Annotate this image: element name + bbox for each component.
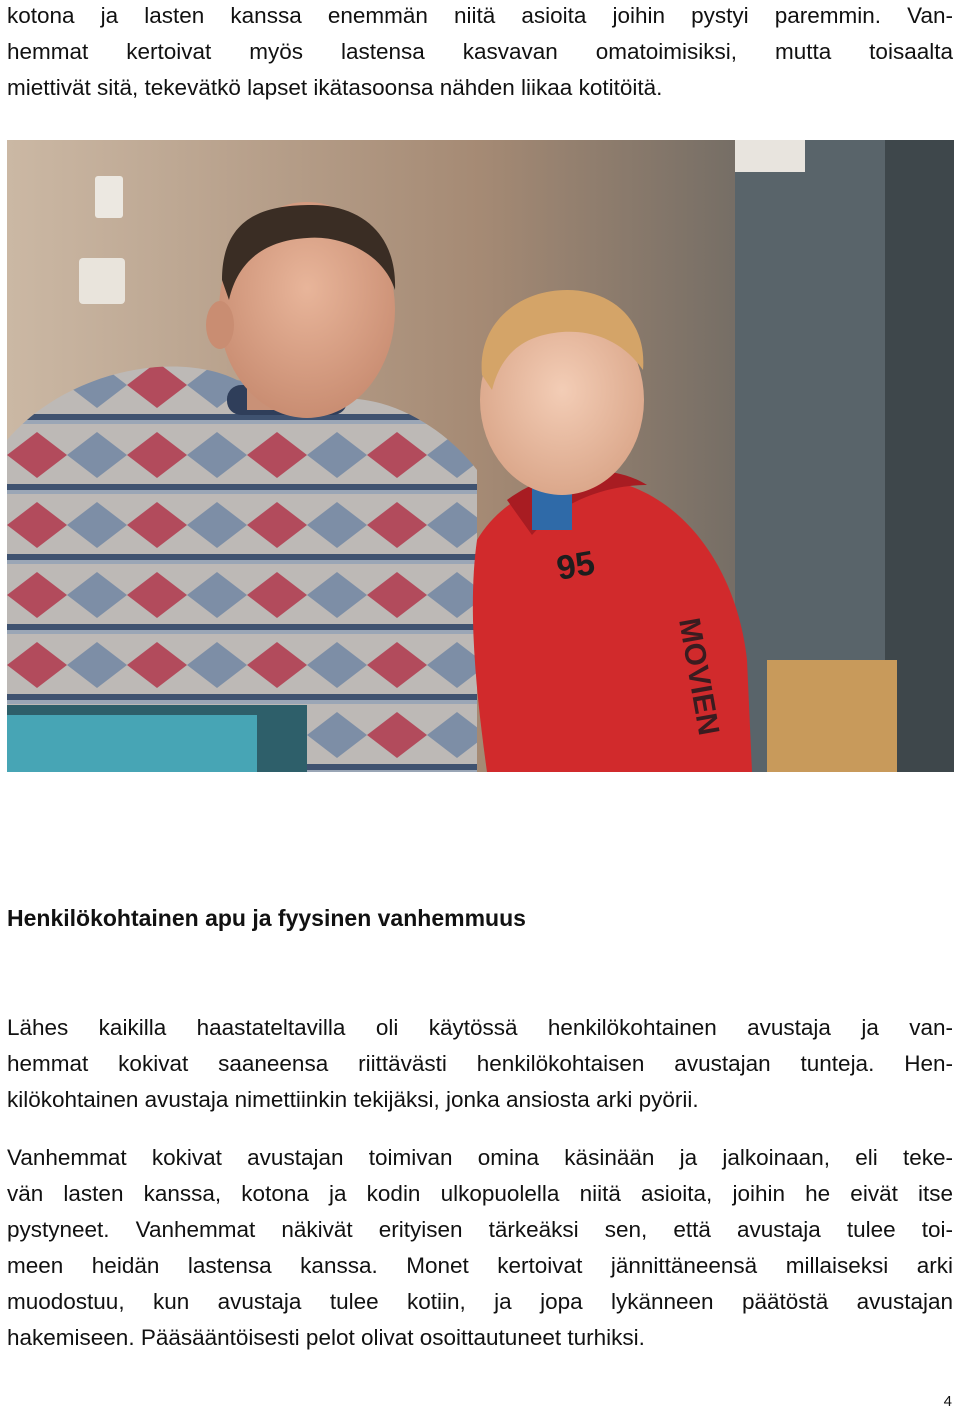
page-number: 4 [943, 1393, 952, 1410]
car-number: 95 [553, 543, 598, 588]
text-line: meen heidän lastensa kanssa. Monet kertoivat jännittäneensä millaiseksi arki [7, 1253, 953, 1278]
text-line: pystyneet. Vanhemmat näkivät erityisen tärkeäksi sen, että avustaja tulee toi- [7, 1217, 953, 1242]
text-line: Vanhemmat kokivat avustajan toimivan omina käsinään ja jalkoinaan, eli teke- [7, 1145, 953, 1170]
text-line: muodostuu, kun avustaja tulee kotiin, ja jopa lykänneen päätöstä avustajan [7, 1289, 953, 1314]
text-line: hemmat kertoivat myös lastensa kasvavan omatoimisiksi, mutta toisaalta [7, 39, 953, 64]
board-game [7, 715, 257, 772]
notice-paper [735, 140, 805, 172]
text-line: kotona ja lasten kanssa enemmän niitä asioita joihin pystyi paremmin. Van- [7, 3, 953, 28]
text-line: miettivät sitä, tekevätkö lapset ikätasoonsa nähden liikaa kotitöitä. [7, 75, 663, 100]
outlet-plate [79, 258, 125, 304]
man-ear [206, 301, 234, 349]
chair [767, 660, 897, 772]
top-paragraph [7, 0, 953, 106]
text-line: hemmat kokivat saaneensa riittävästi henkilökohtaisen avustajan tunteja. Hen- [7, 1051, 953, 1076]
photo-father-and-son [7, 140, 954, 772]
text-line: vän lasten kanssa, kotona ja kodin ulkopuolella niitä asioita, joihin he eivät itse [7, 1181, 953, 1206]
text-line: kilökohtainen avustaja nimettiinkin tekijäksi, jonka ansiosta arki pyörii. [7, 1087, 699, 1112]
paragraph-2 [7, 1140, 953, 1356]
text-line: hakemiseen. Pääsääntöisesti pelot olivat osoittautuneet turhiksi. [7, 1325, 645, 1350]
switch-plate [95, 176, 123, 218]
text-line: Lähes kaikilla haastateltavilla oli käytössä henkilökohtainen avustaja ja van- [7, 1015, 953, 1040]
section-heading: Henkilökohtainen apu ja fyysinen vanhemmuus [7, 905, 526, 931]
shirt-text: MOVIEN [672, 615, 726, 738]
paragraph-1 [7, 1010, 953, 1118]
